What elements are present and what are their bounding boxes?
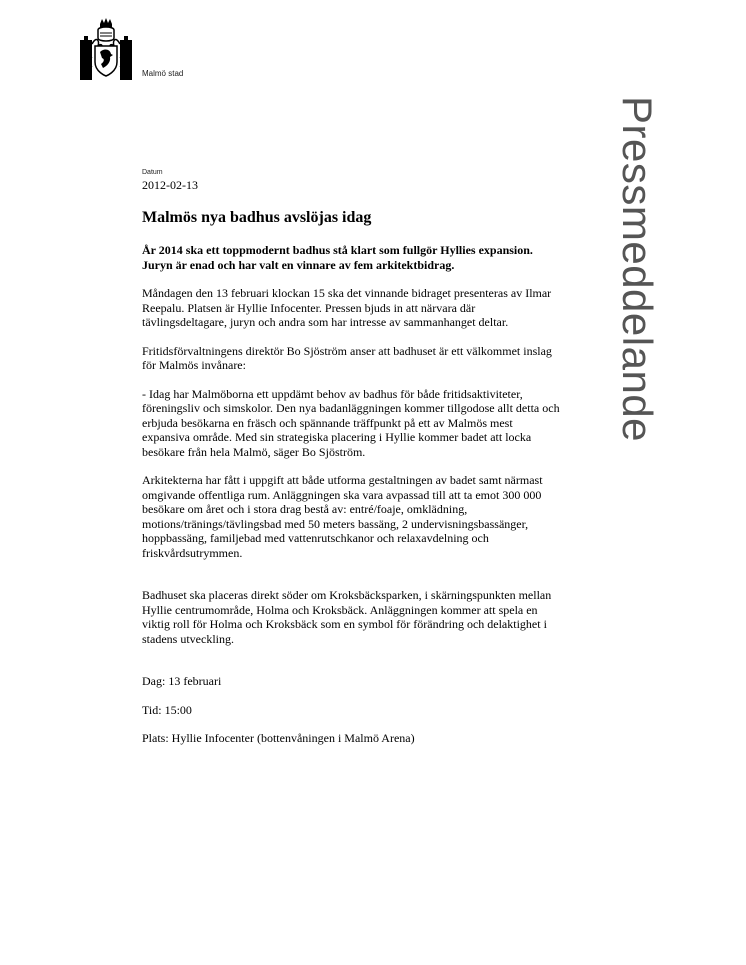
paragraph-event: Måndagen den 13 februari klockan 15 ska det vinnande bidraget presenteras av Ilmar Reepalu. Platsen är Hyllie Infocenter. Pressen bjuds in att närvara där tävlingsdeltagare, juryn och andra som har intresse av sammanhanget deltar. — [142, 286, 552, 329]
page-title: Malmös nya badhus avslöjas idag — [142, 209, 372, 226]
paragraph-quote: - Idag har Malmöborna ett uppdämt behov av badhus för både fritidsaktiviteter, föreningsliv och simskolor. Den nya badanläggningen kommer tillgodose allt detta och erbjuda besökarna en fräsch och spännande träffpunkt på ett av Malmös mest expansiva område. Med sin strategiska placering i Hyllie kommer badet att locka besökare från hela Malmö, säger Bo Sjöström. — [142, 386, 560, 459]
document-type-heading: Pressmeddelande — [614, 96, 661, 443]
date-value: 2012-02-13 — [142, 178, 198, 192]
paragraph-location: Badhuset ska placeras direkt söder om Kroksbäcksparken, i skärningspunkten mellan Hyllie centrumområde, Holma och Kroksbäck. Anläggningen kommer att spela en viktig roll för Holma och Kroksbäck som en symbol för förändring och delaktighet i stadens utveckling. — [142, 588, 552, 646]
press-release-body — [142, 168, 560, 746]
info-place: Plats: Hyllie Infocenter (bottenvåningen i Malmö Arena) — [142, 731, 415, 745]
info-day: Dag: 13 februari — [142, 674, 222, 688]
lead-paragraph: År 2014 ska ett toppmodernt badhus stå klart som fullgör Hyllies expansion. Juryn är enad och har valt en vinnare av fem arkitektbidrag. — [142, 243, 533, 272]
paragraph-architects: Arkitekterna har fått i uppgift att både utforma gestaltningen av badet samt närmast omgivande offentliga rum. Anläggningen ska vara avpassad till att ta emot 300 000 besökare om året och i stora drag bestå av: entré/foaje, omklädning, motions/tränings/tävlingsbad med 50 meters bassäng, 2 undervisningsbassänger, hoppbassäng, familjebad med vattenrutschkanor och relaxavdelning och friskvårdsutrymmen. — [142, 473, 543, 560]
paragraph-director: Fritidsförvaltningens direktör Bo Sjöström anser att badhuset är ett välkommet inslag för Malmös invånare: — [142, 343, 552, 372]
info-time: Tid: 15:00 — [142, 702, 192, 717]
org-name: Malmö stad — [142, 69, 184, 78]
malmo-coat-of-arms-icon — [78, 18, 134, 80]
date-label: Datum — [142, 169, 163, 176]
